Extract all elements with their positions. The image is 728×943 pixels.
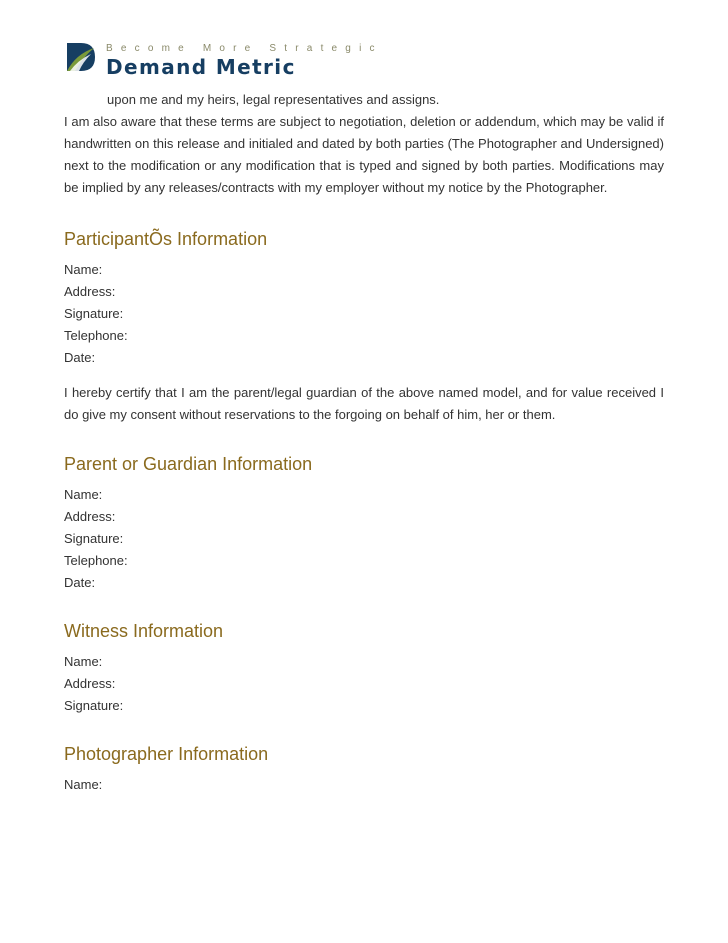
certification-paragraph: I hereby certify that I am the parent/legal guardian of the above named model, and for value received I do give my consent without reservations to the forgoing on behalf of him, her or them. [64, 385, 664, 422]
terms-paragraph: I am also aware that these terms are subject to negotiation, deletion or addendum, which may be valid if handwritten on this release and initialed and dated by both parties (The Photographer and Undersigned) next to the modification or any modification that is typed and signed by both parties. Modifications may be implied by any releases/contracts with my employer without my notice by the Photographer. [64, 114, 664, 195]
brand-name: Demand Metric [106, 55, 296, 79]
tagline: Become More Strategic [106, 43, 383, 54]
participant-address-label: Address: [64, 284, 116, 299]
document-body [64, 89, 664, 796]
continuation-text: upon me and my heirs, legal representatives and assigns. [107, 92, 440, 107]
photographer-heading: Photographer Information [64, 744, 269, 764]
photographer-fields [64, 774, 664, 796]
demand-metric-logo [64, 40, 383, 80]
witness-name-label: Name: [64, 654, 103, 669]
participant-name-label: Name: [64, 262, 103, 277]
participant-fields [64, 259, 664, 369]
photographer-name-label: Name: [64, 777, 103, 792]
witness-fields [64, 651, 664, 717]
guardian-name-label: Name: [64, 487, 103, 502]
guardian-signature-label: Signature: [64, 531, 124, 546]
witness-signature-label: Signature: [64, 698, 124, 713]
witness-heading: Witness Information [64, 621, 224, 641]
guardian-telephone-label: Telephone: [64, 553, 128, 568]
demand-metric-logo-icon [64, 40, 98, 74]
guardian-heading: Parent or Guardian Information [64, 454, 313, 474]
participant-signature-label: Signature: [64, 306, 124, 321]
participant-telephone-label: Telephone: [64, 328, 128, 343]
guardian-address-label: Address: [64, 509, 116, 524]
guardian-fields [64, 484, 664, 594]
witness-address-label: Address: [64, 676, 116, 691]
guardian-date-label: Date: [64, 575, 96, 590]
participant-heading: ParticipantÕs Information [64, 229, 268, 249]
participant-date-label: Date: [64, 350, 96, 365]
